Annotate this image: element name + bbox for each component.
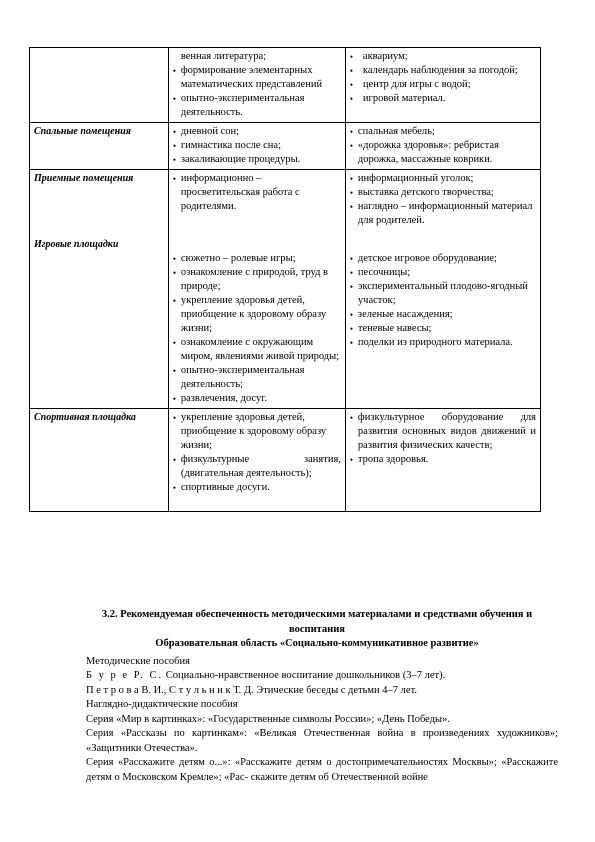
list-item: • опытно-экспериментальная деятельность. [173, 92, 341, 120]
list-item: • дневной сон; [173, 125, 341, 139]
list-item: • опытно-экспериментальная деятельность; [173, 364, 341, 392]
reference-author: Б у р е Р. С. [86, 670, 164, 681]
list-item: • гимнастика после сна; [173, 139, 341, 153]
equipment-list [350, 50, 536, 106]
table-row [30, 48, 541, 123]
list-item: • спальная мебель; [350, 125, 536, 139]
activities-cell [168, 123, 345, 170]
equipment-list [350, 172, 536, 228]
activities-list [173, 125, 341, 167]
list-item: • выставка детского творчества; [350, 186, 536, 200]
reference-title: Этические беседы с детьми 4–7 лет. [253, 684, 418, 696]
list-item: • центр для игры с водой; [350, 78, 536, 92]
list-item: • игровой материал. [350, 92, 536, 106]
equipment-cell [345, 123, 540, 170]
activities-cell [168, 409, 345, 512]
list-item: • теневые навесы; [350, 322, 536, 336]
list-item: • ознакомление с окружающим миром, явлениями живой природы; [173, 336, 341, 364]
environment-table [29, 47, 541, 512]
activities-cell [168, 48, 345, 123]
list-item: • аквариум; [350, 50, 536, 64]
reference-item [76, 669, 558, 684]
equipment-cell [345, 170, 540, 409]
list-item: • календарь наблюдения за погодой; [350, 64, 536, 78]
list-item: • физкультурные занятия, (двигательная деятельность); [173, 453, 341, 481]
activities-list [173, 172, 341, 214]
activities-list [173, 50, 341, 120]
series-item: Серия «Мир в картинках»: «Государственные символы России»; «День Победы». [86, 713, 450, 725]
list-item: венная литература; [180, 51, 267, 62]
zone-name: Приемные помещения [34, 173, 134, 184]
reference-author: П е т р о в а В. И., С т у л ь н и к Т. Д. [86, 684, 254, 696]
reference-title: Социально-нравственное воспитание дошкольников (3–7 лет). [163, 670, 446, 681]
zone-cell [30, 409, 169, 512]
section-title: 3.2. Рекомендуемая обеспеченность методическими материалами и средствами обучения и воспитания [101, 609, 533, 635]
list-item: • физкультурное оборудование для развития основных видов движений и развития физических качеств; [350, 411, 536, 453]
zone-cell [30, 170, 169, 409]
zone-name: Спальные помещения [34, 126, 131, 137]
list-item: • наглядно – информационный материал для родителей. [350, 200, 536, 228]
list-item: • сюжетно – ролевые игры; [173, 252, 341, 266]
activities-list [173, 252, 341, 406]
activities-list [173, 411, 341, 495]
methodical-materials-section [76, 608, 558, 785]
zone-name: Спортивная площадка [34, 412, 136, 423]
series-item: Серия «Расскажите детям о...»: «Расскажите детям о достопримечательностях Москвы»; «Расскажите детям о Московском Кремле»; «Рас- скажите детям об Отечественной войне [86, 757, 558, 783]
list-item: • развлечения, досуг. [173, 392, 341, 406]
equipment-cell [345, 48, 540, 123]
list-item: • закаливающие процедуры. [173, 153, 341, 167]
list-item: • зеленые насаждения; [350, 308, 536, 322]
zone-name: Игровые площадки [34, 239, 119, 250]
list-item: • информационный уголок; [350, 172, 536, 186]
list-item: • ознакомление с природой, труд в природе; [173, 266, 341, 294]
equipment-list [350, 252, 536, 350]
equipment-cell [345, 409, 540, 512]
table-row [30, 170, 541, 409]
list-item: • экспериментальный плодово-ягодный участок; [350, 280, 536, 308]
equipment-list [350, 411, 536, 467]
list-item: • «дорожка здоровья»: ребристая дорожка, массажные коврики. [350, 139, 536, 167]
section-subtitle: Образовательная область «Социально-коммуникативное развитие» [155, 638, 479, 649]
list-item: • тропа здоровья. [350, 453, 536, 467]
list-item: • детское игровое оборудование; [350, 252, 536, 266]
list-item: • песочницы; [350, 266, 536, 280]
list-item: • формирование элементарных математических представлений [173, 64, 341, 92]
equipment-list [350, 125, 536, 167]
methodical-heading: Методические пособия [86, 655, 190, 667]
list-item: • информационно – просветительская работа с родителями. [173, 172, 341, 214]
zone-cell [30, 123, 169, 170]
series-item: Серия «Рассказы по картинкам»: «Великая Отечественная война в произведениях художников»; «Защитники Отечества». [86, 728, 558, 754]
list-item: • укрепление здоровья детей, приобщение к здоровому образу жизни; [173, 294, 341, 336]
reference-item [76, 684, 558, 699]
activities-cell [168, 170, 345, 409]
list-item: • поделки из природного материала. [350, 336, 536, 350]
list-item: • спортивные досуги. [173, 481, 341, 495]
zone-cell [30, 48, 169, 123]
visual-aids-heading: Наглядно-дидактические пособия [86, 699, 238, 710]
list-item: • укрепление здоровья детей, приобщение к здоровому образу жизни; [173, 411, 341, 453]
table-row [30, 123, 541, 170]
table-row [30, 409, 541, 512]
